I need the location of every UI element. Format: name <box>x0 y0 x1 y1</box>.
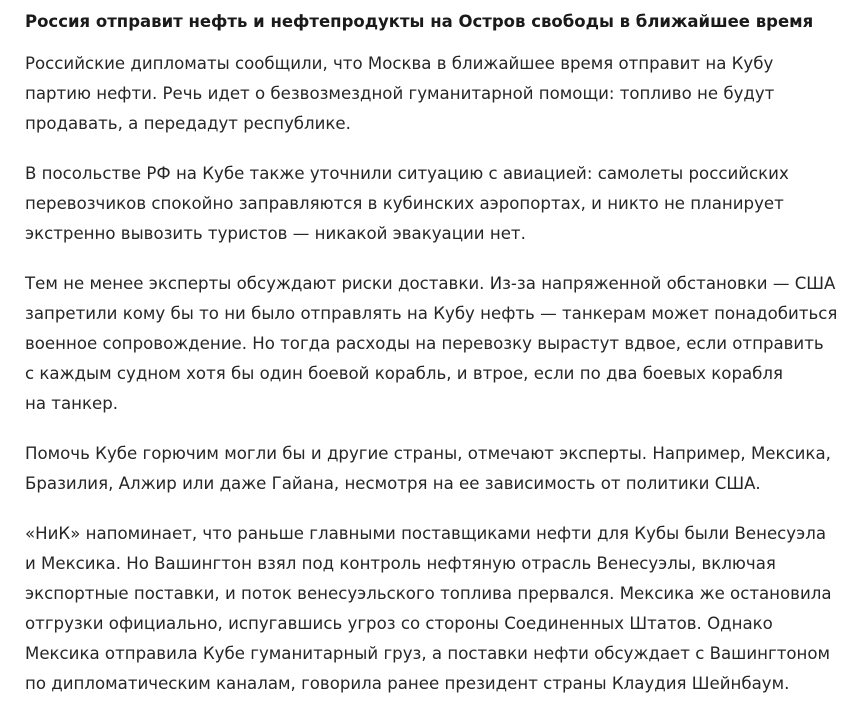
paragraph-line: Мексика отправила Кубе гуманитарный груз, а поставки нефти обсуждает с Вашингтоном <box>25 644 831 663</box>
paragraph-line: экстренно вывозить туристов — никакой эвакуации нет. <box>25 224 526 243</box>
paragraph-line: Бразилия, Алжир или даже Гайана, несмотря на ее зависимость от политики США. <box>25 474 761 493</box>
article-paragraph <box>25 269 836 419</box>
article-paragraph <box>25 439 836 499</box>
article-headline: Россия отправит нефть и нефтепродукты на Остров свободы в ближайшее время <box>25 12 814 31</box>
paragraph-line: Тем не менее эксперты обсуждают риски доставки. Из-за напряженной обстановки — США <box>25 274 836 293</box>
paragraph-line: Помочь Кубе горючим могли бы и другие страны, отмечают эксперты. Например, Мексика, <box>25 444 831 463</box>
paragraph-line: продавать, а передадут республике. <box>25 114 351 133</box>
paragraph-line: партию нефти. Речь идет о безвозмездной гуманитарной помощи: топливо не будут <box>25 84 775 103</box>
paragraph-line: запретили кому бы то ни было отправлять на Кубу нефть — танкерам может понадобиться <box>25 304 838 323</box>
article-paragraph <box>25 49 836 139</box>
paragraph-line: по дипломатическим каналам, говорила ранее президент страны Клаудия Шейнбаум. <box>25 674 790 693</box>
paragraph-line: перевозчиков спокойно заправляются в кубинских аэропортах, и никто не планирует <box>25 194 784 213</box>
paragraph-line: отгрузки официально, испугавшись угроз со стороны Соединенных Штатов. Однако <box>25 614 773 633</box>
paragraph-line: «НиК» напоминает, что раньше главными поставщиками нефти для Кубы были Венесуэла <box>25 524 826 543</box>
article-paragraph <box>25 519 836 699</box>
paragraph-line: на танкер. <box>25 394 119 413</box>
paragraph-line: В посольстве РФ на Кубе также уточнили ситуацию с авиацией: самолеты российских <box>25 164 789 183</box>
paragraph-line: экспортные поставки, и поток венесуэльского топлива прервался. Мексика же остановила <box>25 584 832 603</box>
paragraph-line: Российские дипломаты сообщили, что Москва в ближайшее время отправит на Кубу <box>25 54 774 73</box>
paragraph-line: с каждым судном хотя бы один боевой корабль, и втрое, если по два боевых корабля <box>25 364 783 383</box>
paragraph-line: военное сопровождение. Но тогда расходы на перевозку вырастут вдвое, если отправить <box>25 334 824 353</box>
article-paragraph <box>25 159 836 249</box>
paragraph-line: и Мексика. Но Вашингтон взял под контроль нефтяную отрасль Венесуэлы, включая <box>25 554 776 573</box>
